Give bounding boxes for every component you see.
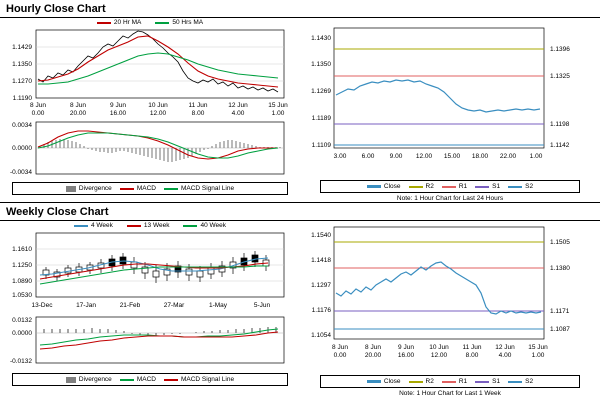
weekly-pivot-xtick-1-l2: 20.00 (364, 352, 382, 359)
legend-swatch-4week (74, 225, 88, 227)
legend-swatch-13week (127, 225, 141, 227)
legend-swatch-r1-weekly (442, 381, 456, 383)
hourly-pivot-xtick-3: 12.00 (415, 153, 433, 160)
hourly-pivot-chart (300, 18, 600, 178)
legend-swatch-20hrma (97, 22, 111, 24)
weekly-macd-legend (12, 373, 288, 386)
legend-swatch-macd-signal-weekly (164, 379, 178, 381)
weekly-pivot-s1-value: 1.1171 (550, 308, 570, 315)
hourly-price-legend (0, 18, 300, 26)
hourly-pivot-xtick-7: 1.00 (529, 153, 543, 160)
legend-swatch-50hrsma (155, 22, 169, 24)
hourly-price-ytick-2: 1.1270 (12, 78, 32, 85)
legend-label-close-weekly: Close (383, 378, 401, 385)
legend-item-macd-signal-weekly (164, 376, 234, 383)
weekly-price-legend (0, 221, 300, 229)
hourly-macd-ytick-2: -0.0034 (9, 169, 32, 176)
weekly-price-xtick-1: 17-Jan (76, 302, 96, 309)
hourly-price-xtick-4-l1: 11 Jun (188, 102, 208, 109)
hourly-price-ytick-3: 1.1190 (12, 95, 32, 102)
weekly-price-ytick-0: 1.1610 (12, 246, 32, 253)
legend-label-divergence: Divergence (78, 185, 112, 192)
hourly-price-xtick-0-l2: 0.00 (31, 110, 45, 117)
weekly-pivot-xtick-2-l2: 16.00 (397, 352, 415, 359)
weekly-pivot-note: Note: 1 Hour Chart for Last 1 Week (399, 390, 501, 397)
legend-item-13week (127, 222, 170, 229)
weekly-pivot-r2-value: 1.1505 (550, 239, 570, 246)
legend-swatch-close (367, 185, 381, 188)
hourly-macd-legend (12, 182, 288, 195)
legend-swatch-s2-weekly (508, 381, 522, 383)
weekly-pivot-ytick-4: 1.1054 (311, 332, 331, 339)
weekly-price-xtick-3: 27-Mar (163, 302, 185, 309)
legend-item-4week (74, 222, 113, 229)
hourly-pivot-xtick-5: 18.00 (471, 153, 489, 160)
weekly-macd-ytick-1: 0.0000 (12, 330, 32, 337)
weekly-pivot-xtick-2-l1: 9 Jun (398, 344, 414, 351)
legend-label-macd-signal-weekly: MACD Signal Line (180, 376, 235, 383)
legend-item-divergence (66, 185, 112, 192)
legend-item-s2 (508, 183, 533, 190)
hourly-pivot-xtick-4: 15.00 (443, 153, 461, 160)
hourly-pivot-r1-value: 1.1325 (550, 73, 570, 80)
legend-item-r1 (442, 183, 467, 190)
weekly-pivot-xtick-3-l2: 12.00 (430, 352, 448, 359)
hourly-pivot-s1-value: 1.1198 (550, 121, 570, 128)
hourly-price-xtick-6-l1: 15 Jun (268, 102, 288, 109)
hourly-price-ytick-0: 1.1429 (12, 44, 32, 51)
legend-swatch-r1 (442, 186, 456, 188)
weekly-right-column (300, 221, 600, 397)
hourly-pivot-ytick-0: 1.1430 (311, 35, 331, 42)
weekly-macd-ytick-0: 0.0132 (12, 317, 32, 324)
hourly-pivot-note: Note: 1 Hour Chart for Last 24 Hours (396, 195, 504, 202)
legend-label-r1: R1 (458, 183, 468, 190)
hourly-pivot-ytick-4: 1.1109 (311, 142, 331, 149)
hourly-price-ytick-1: 1.1350 (12, 61, 32, 68)
legend-label-40week: 40 Week (200, 222, 226, 229)
hourly-macd-chart (0, 118, 300, 180)
legend-label-r1-weekly: R1 (458, 378, 468, 385)
weekly-section (0, 202, 600, 397)
weekly-price-ytick-2: 1.0890 (12, 278, 32, 285)
weekly-pivot-xtick-4-l2: 8.00 (465, 352, 479, 359)
legend-item-20hrma (97, 19, 141, 26)
hourly-right-column (300, 18, 600, 202)
legend-label-close: Close (383, 183, 401, 190)
legend-swatch-close-weekly (367, 380, 381, 383)
weekly-left-column (0, 221, 300, 397)
weekly-pivot-xtick-6-l2: 1.00 (531, 352, 545, 359)
hourly-pivot-xtick-0: 3.00 (333, 153, 347, 160)
legend-swatch-macd (120, 188, 134, 190)
weekly-macd-ytick-2: -0.0132 (9, 358, 32, 365)
legend-item-divergence-weekly (66, 376, 112, 383)
hourly-price-xtick-1-l2: 20.00 (69, 110, 87, 117)
legend-label-r2: R2 (425, 183, 434, 190)
weekly-pivot-chart (300, 221, 600, 373)
legend-item-40week (183, 222, 226, 229)
hourly-section (0, 0, 600, 202)
hourly-price-xtick-2-l2: 16.00 (109, 110, 127, 117)
hourly-section-title: Hourly Close Chart (6, 3, 106, 15)
legend-item-macd-signal (164, 185, 234, 192)
legend-swatch-macd-weekly (120, 379, 134, 381)
weekly-price-xtick-0: 13-Dec (31, 302, 53, 309)
hourly-price-chart (0, 26, 300, 118)
legend-swatch-divergence (66, 186, 76, 192)
weekly-pivot-xtick-0-l1: 8 Jun (332, 344, 348, 351)
weekly-pivot-ytick-1: 1.1418 (311, 257, 331, 264)
weekly-price-xtick-5: 5-Jun (253, 302, 271, 309)
weekly-pivot-ytick-0: 1.1540 (311, 232, 331, 239)
legend-swatch-macd-signal (164, 188, 178, 190)
legend-label-4week: 4 Week (90, 222, 113, 229)
legend-label-50hrsma: 50 Hrs MA (172, 19, 204, 26)
legend-item-macd (120, 185, 156, 192)
hourly-price-xtick-3-l1: 10 Jun (148, 102, 168, 109)
legend-item-close (367, 183, 401, 190)
hourly-pivot-legend (320, 180, 580, 193)
weekly-pivot-xtick-0-l2: 0.00 (333, 352, 347, 359)
weekly-pivot-r1-value: 1.1380 (550, 265, 570, 272)
legend-item-s1 (475, 183, 500, 190)
hourly-price-xtick-1-l1: 8 Jun (70, 102, 86, 109)
hourly-price-xtick-0-l1: 8 Jun (30, 102, 46, 109)
legend-swatch-s1 (475, 186, 489, 188)
legend-label-13week: 13 Week (143, 222, 170, 229)
legend-item-r1-weekly (442, 378, 467, 385)
weekly-pivot-legend (320, 375, 580, 388)
hourly-pivot-ytick-2: 1.1269 (311, 88, 331, 95)
legend-swatch-40week (183, 225, 197, 227)
hourly-pivot-xtick-6: 22.00 (499, 153, 517, 160)
hourly-price-xtick-5-l1: 12 Jun (228, 102, 248, 109)
weekly-macd-chart (0, 315, 300, 371)
weekly-pivot-s2-value: 1.1087 (550, 326, 570, 333)
legend-label-20hrma: 20 Hr MA (113, 19, 142, 26)
legend-swatch-s2 (508, 186, 522, 188)
hourly-price-xtick-5-l2: 4.00 (231, 110, 245, 117)
legend-item-close-weekly (367, 378, 401, 385)
legend-swatch-s1-weekly (475, 381, 489, 383)
legend-swatch-divergence-weekly (66, 377, 76, 383)
weekly-pivot-ytick-2: 1.1297 (311, 282, 331, 289)
weekly-price-xtick-4: 1-May (208, 302, 228, 309)
legend-label-r2-weekly: R2 (425, 378, 434, 385)
legend-label-s1-weekly: S1 (492, 378, 501, 385)
weekly-price-chart (0, 229, 300, 315)
hourly-pivot-r2-value: 1.1396 (550, 46, 570, 53)
hourly-left-column (0, 18, 300, 202)
legend-label-macd-weekly: MACD (136, 376, 156, 383)
legend-item-r2 (409, 183, 434, 190)
legend-label-macd: MACD (136, 185, 156, 192)
weekly-section-title: Weekly Close Chart (6, 206, 109, 218)
weekly-price-ytick-3: 1.0530 (12, 292, 32, 299)
legend-swatch-r2 (409, 186, 423, 188)
legend-label-s1: S1 (492, 183, 501, 190)
hourly-price-xtick-3-l2: 12.00 (149, 110, 167, 117)
weekly-pivot-xtick-5-l1: 12 Jun (495, 344, 515, 351)
legend-item-s2-weekly (508, 378, 533, 385)
hourly-macd-ytick-1: 0.0000 (12, 145, 32, 152)
weekly-pivot-ytick-3: 1.1176 (311, 307, 331, 314)
weekly-price-ytick-1: 1.1250 (12, 262, 32, 269)
hourly-pivot-xtick-1: 6.00 (361, 153, 375, 160)
legend-item-r2-weekly (409, 378, 434, 385)
hourly-price-xtick-4-l2: 8.00 (191, 110, 205, 117)
legend-label-macd-signal: MACD Signal Line (180, 185, 235, 192)
legend-label-s2-weekly: S2 (525, 378, 534, 385)
hourly-pivot-ytick-3: 1.1189 (311, 115, 331, 122)
hourly-price-xtick-2-l1: 9 Jun (110, 102, 126, 109)
weekly-pivot-xtick-6-l1: 15 Jun (528, 344, 548, 351)
weekly-pivot-xtick-1-l1: 8 Jun (365, 344, 381, 351)
weekly-pivot-xtick-4-l1: 11 Jun (462, 344, 482, 351)
weekly-pivot-xtick-5-l2: 4.00 (498, 352, 512, 359)
hourly-pivot-s2-value: 1.1142 (550, 142, 570, 149)
weekly-pivot-xtick-3-l1: 10 Jun (429, 344, 449, 351)
legend-item-macd-weekly (120, 376, 156, 383)
legend-label-divergence-weekly: Divergence (78, 376, 112, 383)
hourly-macd-ytick-0: 0.0034 (12, 122, 32, 129)
hourly-price-xtick-6-l2: 1.00 (271, 110, 285, 117)
weekly-price-xtick-2: 21-Feb (119, 302, 141, 309)
legend-item-50hrsma (155, 19, 203, 26)
legend-swatch-r2-weekly (409, 381, 423, 383)
legend-item-s1-weekly (475, 378, 500, 385)
hourly-pivot-ytick-1: 1.1350 (311, 61, 331, 68)
legend-label-s2: S2 (525, 183, 534, 190)
hourly-pivot-xtick-2: 9.00 (389, 153, 403, 160)
